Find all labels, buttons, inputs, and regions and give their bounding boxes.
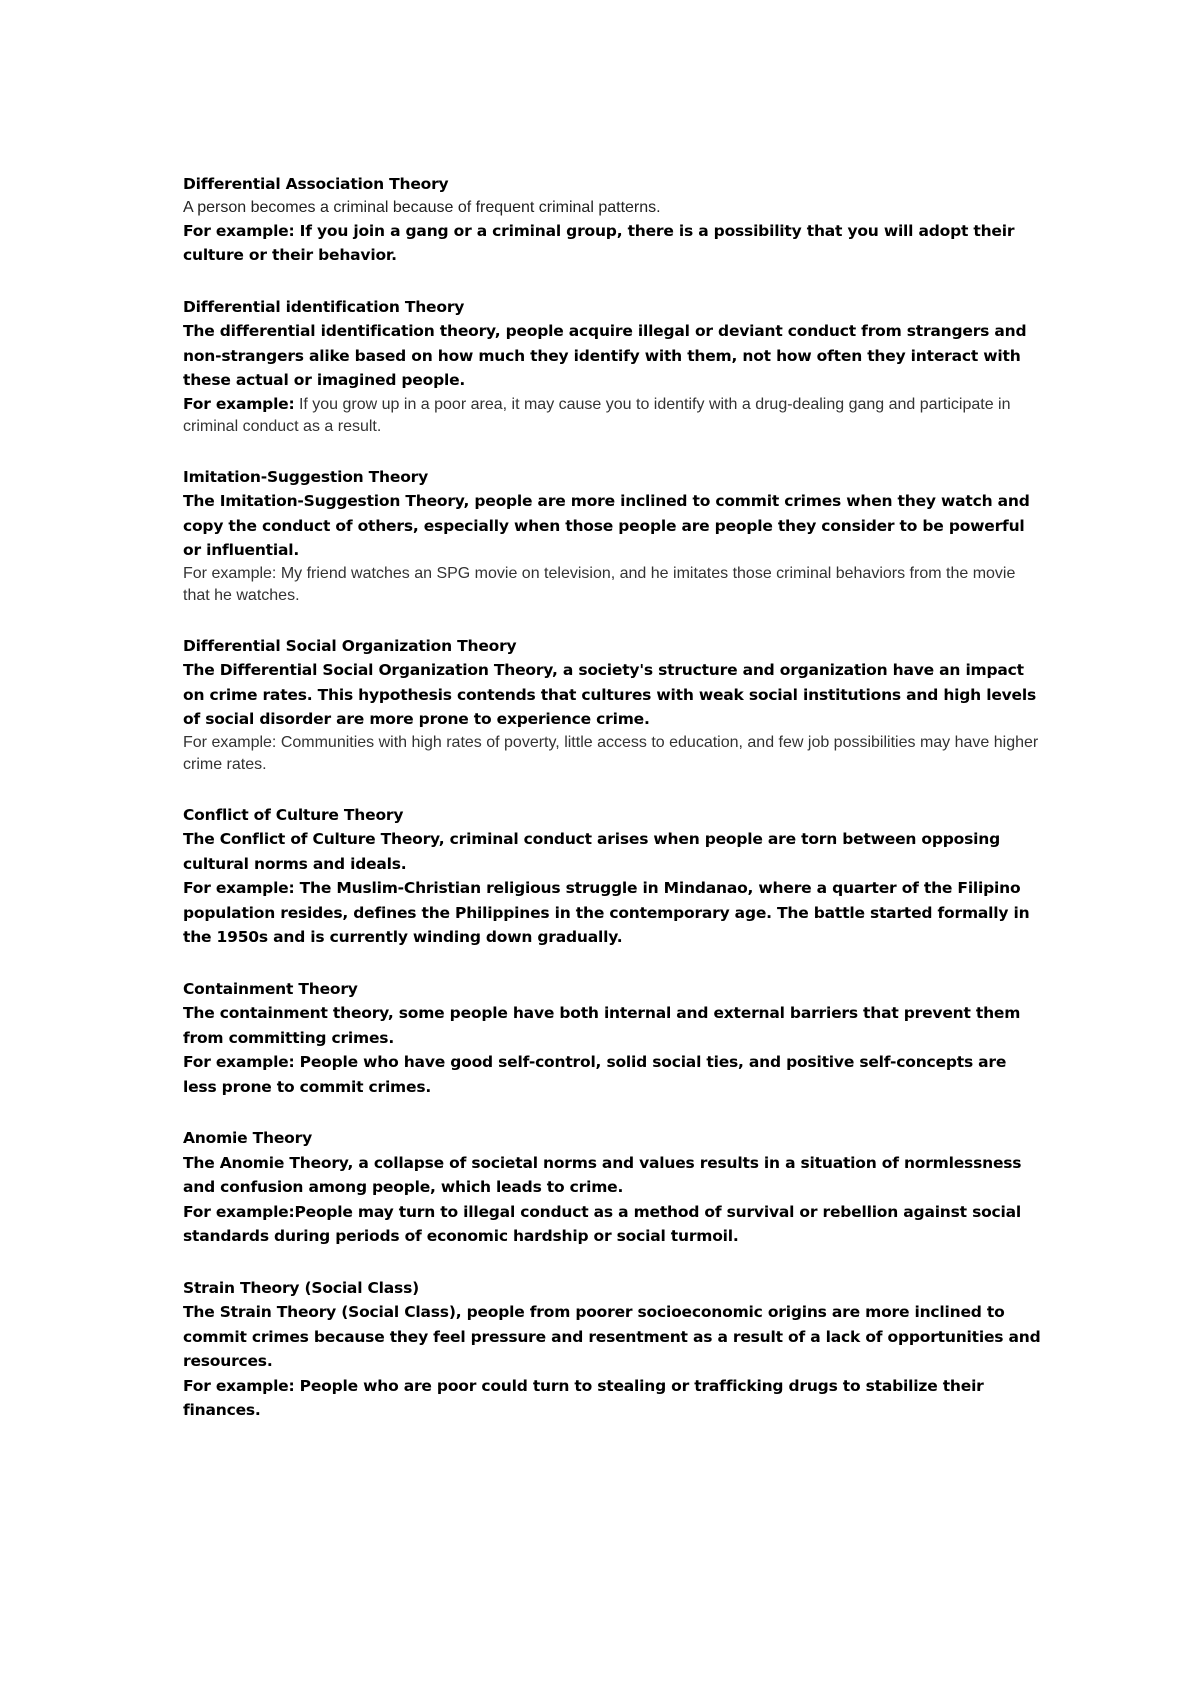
section-strain: [183, 1276, 1043, 1423]
section-example: [183, 393, 1043, 438]
section-differential-social-organization: [183, 634, 1043, 776]
section-example: For example: If you join a gang or a criminal group, there is a possibility that you will adopt their culture or their behavior.: [183, 221, 1015, 264]
section-title: Conflict of Culture Theory: [183, 805, 404, 824]
section-title: Containment Theory: [183, 979, 358, 998]
section-differential-identification: [183, 295, 1043, 438]
section-definition: The differential identification theory, people acquire illegal or deviant conduct from strangers and non-strangers alike based on how much they identify with them, not how often they interact with these actual or imagined people.: [183, 322, 1027, 389]
section-definition: A person becomes a criminal because of frequent criminal patterns.: [183, 198, 661, 216]
section-example: For example: The Muslim-Christian religious struggle in Mindanao, where a quarter of the Filipino population resides, defines the Philippines in the contemporary age. The battle started formally in the 1950s and is currently winding down gradually.: [183, 879, 1030, 946]
section-definition: The containment theory, some people have both internal and external barriers that prevent them from committing crimes.: [183, 1004, 1021, 1047]
section-definition: The Anomie Theory, a collapse of societal norms and values results in a situation of normlessness and confusion among people, which leads to crime.: [183, 1153, 1022, 1196]
section-example: For example: People who are poor could turn to stealing or trafficking drugs to stabilize their finances.: [183, 1376, 984, 1419]
section-definition: The Imitation-Suggestion Theory, people are more inclined to commit crimes when they watch and copy the conduct of others, especially when those people are people they consider to be powerful or influential.: [183, 492, 1030, 559]
section-title: Differential Social Organization Theory: [183, 636, 517, 655]
section-definition: The Differential Social Organization Theory, a society's structure and organization have an impact on crime rates. This hypothesis contends that cultures with weak social institutions and high levels of social disorder are more prone to experience crime.: [183, 661, 1036, 728]
section-title: Anomie Theory: [183, 1129, 312, 1147]
document-page: [183, 172, 1043, 1450]
section-title: Differential Association Theory: [183, 175, 449, 193]
section-example: For example:People may turn to illegal conduct as a method of survival or rebellion against social standards during periods of economic hardship or social turmoil.: [183, 1202, 1022, 1245]
section-imitation-suggestion: [183, 465, 1043, 607]
section-example: For example: Communities with high rates of poverty, little access to education, and few job possibilities may have higher crime rates.: [183, 733, 1039, 773]
section-title: Imitation-Suggestion Theory: [183, 467, 428, 486]
section-example: For example: People who have good self-control, solid social ties, and positive self-concepts are less prone to commit crimes.: [183, 1053, 1007, 1096]
section-anomie: [183, 1126, 1043, 1249]
section-definition: The Conflict of Culture Theory, criminal conduct arises when people are torn between opposing cultural norms and ideals.: [183, 830, 1000, 873]
section-title: Differential identification Theory: [183, 297, 465, 316]
section-conflict-of-culture: [183, 803, 1043, 950]
section-title: Strain Theory (Social Class): [183, 1278, 419, 1297]
section-example: For example: My friend watches an SPG movie on television, and he imitates those criminal behaviors from the movie that he watches.: [183, 564, 1016, 604]
example-text: If you grow up in a poor area, it may cause you to identify with a drug-dealing gang and participate in criminal conduct as a result.: [183, 395, 1011, 435]
section-containment: [183, 977, 1043, 1100]
section-definition: The Strain Theory (Social Class), people from poorer socioeconomic origins are more inclined to commit crimes because they feel pressure and resentment as a result of a lack of opportunities and resources.: [183, 1303, 1041, 1370]
section-differential-association: [183, 172, 1043, 268]
example-lead: For example:: [183, 394, 295, 413]
